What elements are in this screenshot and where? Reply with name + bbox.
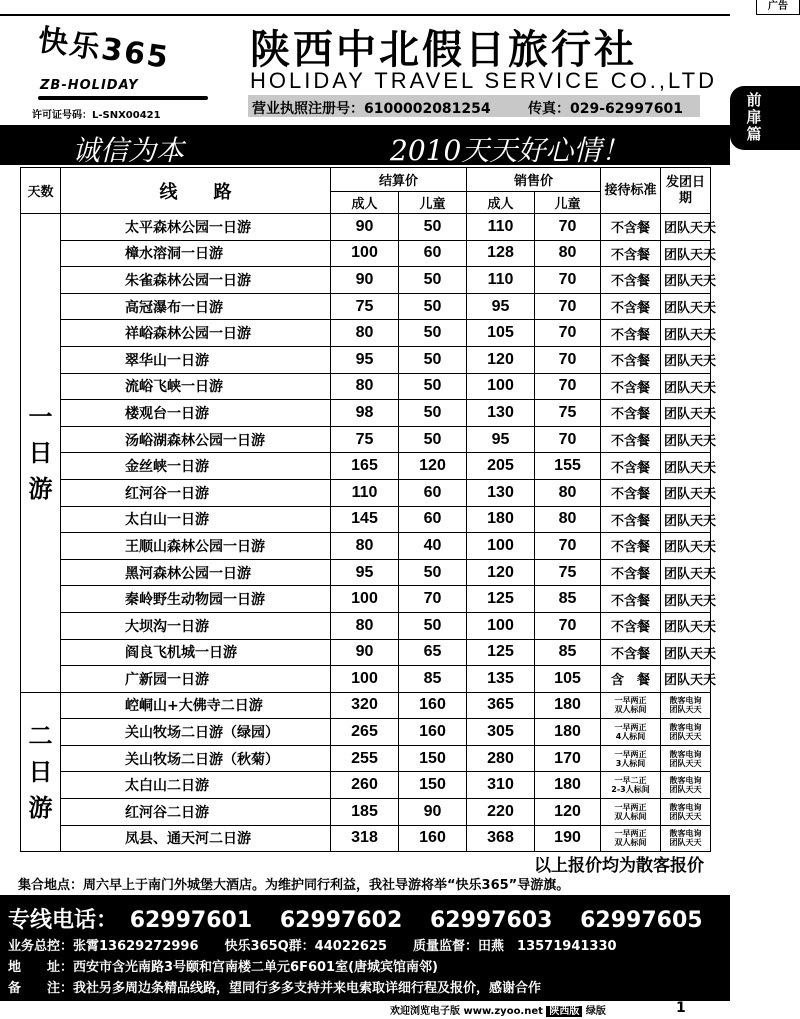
cell-line: 团队天天 bbox=[669, 785, 702, 795]
table-row bbox=[21, 293, 711, 320]
cell-line: 2-3人标间 bbox=[611, 785, 650, 795]
settle-child: 85 bbox=[399, 666, 467, 693]
route-name: 太白山一日游 bbox=[61, 506, 331, 533]
sale-child: 70 bbox=[535, 320, 601, 347]
settle-adult: 90 bbox=[331, 267, 399, 294]
settle-child: 150 bbox=[399, 772, 467, 799]
settle-child: 50 bbox=[399, 426, 467, 453]
table-row bbox=[21, 506, 711, 533]
sale-child: 70 bbox=[535, 426, 601, 453]
settle-adult: 145 bbox=[331, 506, 399, 533]
settle-adult: 80 bbox=[331, 533, 399, 560]
sale-adult: 280 bbox=[467, 745, 535, 772]
depart-date: 团队天天 bbox=[661, 240, 711, 267]
reception-standard: 不含餐 bbox=[601, 426, 661, 453]
settle-child: 50 bbox=[399, 373, 467, 400]
settle-child: 60 bbox=[399, 506, 467, 533]
reception-standard: 不含餐 bbox=[601, 479, 661, 506]
sale-adult: 130 bbox=[467, 479, 535, 506]
sale-adult: 368 bbox=[467, 825, 535, 852]
sale-adult: 100 bbox=[467, 373, 535, 400]
hotline-number: 62997602 bbox=[279, 908, 403, 933]
settle-adult: 165 bbox=[331, 453, 399, 480]
slogan-banner bbox=[0, 125, 730, 165]
footer-address: 地 址：西安市含光南路3号颐和宫南楼二单元6F601室(唐城宾馆南邻) bbox=[8, 960, 438, 975]
price-note: 以上报价均为散客报价 bbox=[534, 856, 704, 876]
table-row bbox=[21, 772, 711, 799]
table-row bbox=[21, 639, 711, 666]
sale-child: 155 bbox=[535, 453, 601, 480]
header-sale-adult: 成人 bbox=[467, 192, 535, 214]
header-route: 线 路 bbox=[61, 168, 331, 214]
hotline-label: 专线电话： bbox=[8, 908, 119, 933]
depart-date bbox=[661, 799, 711, 826]
price-table-wrapper bbox=[20, 167, 717, 852]
route-name: 祥峪森林公园一日游 bbox=[61, 320, 331, 347]
registration-number: 营业执照注册号：6100002081254 bbox=[252, 101, 491, 117]
reception-standard: 不含餐 bbox=[601, 533, 661, 560]
settle-adult: 318 bbox=[331, 825, 399, 852]
table-row bbox=[21, 400, 711, 427]
header-days: 天数 bbox=[21, 168, 61, 214]
reception-standard: 不含餐 bbox=[601, 612, 661, 639]
depart-date: 团队天天 bbox=[661, 533, 711, 560]
settle-child: 50 bbox=[399, 267, 467, 294]
route-name: 红河谷一日游 bbox=[61, 479, 331, 506]
reception-standard bbox=[601, 719, 661, 746]
table-row bbox=[21, 373, 711, 400]
route-name: 阎良飞机城一日游 bbox=[61, 639, 331, 666]
registration-bar bbox=[248, 95, 700, 117]
settle-adult: 90 bbox=[331, 639, 399, 666]
depart-date: 团队天天 bbox=[661, 214, 711, 241]
depart-date bbox=[661, 745, 711, 772]
settle-child: 50 bbox=[399, 612, 467, 639]
reception-standard bbox=[601, 825, 661, 852]
route-name: 太平森林公园一日游 bbox=[61, 214, 331, 241]
sale-child: 70 bbox=[535, 267, 601, 294]
sale-adult: 310 bbox=[467, 772, 535, 799]
settle-adult: 100 bbox=[331, 586, 399, 613]
table-row bbox=[21, 320, 711, 347]
settle-child: 120 bbox=[399, 453, 467, 480]
route-name: 大坝沟一日游 bbox=[61, 612, 331, 639]
top-rule bbox=[0, 14, 730, 16]
settle-child: 160 bbox=[399, 692, 467, 719]
cell-line: 散客电询 bbox=[669, 802, 702, 812]
price-table-body bbox=[21, 214, 717, 852]
depart-date: 团队天天 bbox=[661, 559, 711, 586]
sale-child: 80 bbox=[535, 479, 601, 506]
depart-date: 团队天天 bbox=[661, 612, 711, 639]
table-row bbox=[21, 533, 711, 560]
route-name: 樟水溶洞一日游 bbox=[61, 240, 331, 267]
cell-line: 一早两正 bbox=[614, 696, 647, 706]
sale-adult: 220 bbox=[467, 799, 535, 826]
table-row bbox=[21, 745, 711, 772]
cell-line: 3人标间 bbox=[615, 758, 646, 768]
sale-adult: 120 bbox=[467, 559, 535, 586]
settle-adult: 255 bbox=[331, 745, 399, 772]
settle-adult: 260 bbox=[331, 772, 399, 799]
route-name: 秦岭野生动物园一日游 bbox=[61, 586, 331, 613]
hotline-number: 62997601 bbox=[129, 908, 253, 933]
cell-line: 一早两正 bbox=[614, 749, 647, 759]
ad-tag: 广告 bbox=[756, 0, 800, 15]
settle-adult: 80 bbox=[331, 373, 399, 400]
fax-number: 传真：029-62997601 bbox=[528, 101, 683, 117]
sale-child: 180 bbox=[535, 692, 601, 719]
route-name: 关山牧场二日游（秋菊） bbox=[61, 745, 331, 772]
route-name: 太白山二日游 bbox=[61, 772, 331, 799]
reception-standard bbox=[601, 692, 661, 719]
sale-child: 80 bbox=[535, 506, 601, 533]
depart-date: 团队天天 bbox=[661, 373, 711, 400]
logo-swoosh-icon bbox=[38, 96, 208, 100]
bottom-edition: 绿版 bbox=[585, 1006, 606, 1017]
reception-standard: 不含餐 bbox=[601, 453, 661, 480]
sale-adult: 110 bbox=[467, 214, 535, 241]
page-number: 1 bbox=[676, 1000, 686, 1016]
depart-date: 团队天天 bbox=[661, 639, 711, 666]
sale-adult: 130 bbox=[467, 400, 535, 427]
sale-adult: 365 bbox=[467, 692, 535, 719]
settle-child: 50 bbox=[399, 559, 467, 586]
depart-date: 团队天天 bbox=[661, 293, 711, 320]
settle-child: 50 bbox=[399, 214, 467, 241]
sale-child: 70 bbox=[535, 293, 601, 320]
settle-child: 65 bbox=[399, 639, 467, 666]
cell-line: 一早两正 bbox=[614, 723, 647, 733]
period-char: 游 bbox=[28, 793, 53, 822]
company-name-en: HOLIDAY TRAVEL SERVICE CO.,LTD bbox=[250, 68, 717, 93]
settle-adult: 100 bbox=[331, 666, 399, 693]
settle-child: 50 bbox=[399, 346, 467, 373]
settle-adult: 98 bbox=[331, 400, 399, 427]
reception-standard: 不含餐 bbox=[601, 240, 661, 267]
route-name: 黑河森林公园一日游 bbox=[61, 559, 331, 586]
sale-adult: 95 bbox=[467, 426, 535, 453]
depart-date: 团队天天 bbox=[661, 586, 711, 613]
cell-line: 双人标间 bbox=[614, 811, 647, 821]
route-name: 红河谷二日游 bbox=[61, 799, 331, 826]
table-row bbox=[21, 267, 711, 294]
cell-line: 团队天天 bbox=[669, 732, 702, 742]
cell-line: 一早二正 bbox=[614, 776, 647, 786]
settle-adult: 75 bbox=[331, 426, 399, 453]
reception-standard bbox=[601, 772, 661, 799]
bottom-credit bbox=[390, 1002, 606, 1017]
table-row bbox=[21, 799, 711, 826]
company-name-cn: 陕西中北假日旅行社 bbox=[250, 27, 637, 73]
reception-standard: 不含餐 bbox=[601, 559, 661, 586]
sale-child: 190 bbox=[535, 825, 601, 852]
sale-adult: 100 bbox=[467, 533, 535, 560]
route-name: 翠华山一日游 bbox=[61, 346, 331, 373]
reception-standard bbox=[601, 799, 661, 826]
settle-adult: 80 bbox=[331, 612, 399, 639]
settle-child: 160 bbox=[399, 825, 467, 852]
route-name: 关山牧场二日游（绿园） bbox=[61, 719, 331, 746]
cell-line: 双人标间 bbox=[614, 705, 647, 715]
depart-date bbox=[661, 719, 711, 746]
reception-standard: 不含餐 bbox=[601, 639, 661, 666]
reception-standard: 不含餐 bbox=[601, 586, 661, 613]
period-char: 游 bbox=[28, 474, 53, 503]
route-name: 王顺山森林公园一日游 bbox=[61, 533, 331, 560]
sale-adult: 135 bbox=[467, 666, 535, 693]
cell-line: 团队天天 bbox=[669, 758, 702, 768]
route-name: 汤峪湖森林公园一日游 bbox=[61, 426, 331, 453]
settle-adult: 185 bbox=[331, 799, 399, 826]
cell-line: 一早两正 bbox=[614, 829, 647, 839]
sale-child: 85 bbox=[535, 586, 601, 613]
header-depart: 发团日期 bbox=[661, 168, 711, 214]
route-name: 凤县、通天河二日游 bbox=[61, 825, 331, 852]
sale-adult: 205 bbox=[467, 453, 535, 480]
settle-child: 160 bbox=[399, 719, 467, 746]
header-settle: 结算价 bbox=[331, 168, 467, 192]
contact-footer bbox=[0, 895, 730, 1001]
settle-child: 50 bbox=[399, 293, 467, 320]
price-table bbox=[20, 167, 717, 852]
footer-remark: 备 注：我社另多周边条精品线路，望同行多多支持并来电索取详细行程及报价，感谢合作 bbox=[8, 981, 542, 996]
logo-text: 快乐365 bbox=[35, 22, 172, 77]
section-side-tab bbox=[730, 86, 800, 150]
sale-adult: 110 bbox=[467, 267, 535, 294]
depart-date bbox=[661, 692, 711, 719]
route-name: 崆峒山+大佛寺二日游 bbox=[61, 692, 331, 719]
slogan-right: 2010天天好心情！ bbox=[390, 134, 630, 167]
sale-child: 70 bbox=[535, 214, 601, 241]
settle-child: 60 bbox=[399, 479, 467, 506]
settle-child: 50 bbox=[399, 400, 467, 427]
sale-adult: 105 bbox=[467, 320, 535, 347]
license-number: 许可证号码：L-SNX00421 bbox=[32, 110, 161, 121]
cell-line: 散客电询 bbox=[669, 829, 702, 839]
header-settle-child: 儿童 bbox=[399, 192, 467, 214]
side-tab-label: 前扉篇 bbox=[746, 91, 762, 143]
reception-standard: 不含餐 bbox=[601, 320, 661, 347]
table-row bbox=[21, 240, 711, 267]
slogan-left: 诚信为本 bbox=[72, 134, 185, 167]
settle-adult: 80 bbox=[331, 320, 399, 347]
reception-standard: 不含餐 bbox=[601, 373, 661, 400]
cell-line: 团队天天 bbox=[669, 811, 702, 821]
logo-subtext: ZB-HOLIDAY bbox=[40, 78, 139, 93]
reception-standard: 不含餐 bbox=[601, 293, 661, 320]
settle-adult: 100 bbox=[331, 240, 399, 267]
cell-line: 散客电询 bbox=[669, 696, 702, 706]
period-char: 日 bbox=[28, 757, 53, 786]
table-row bbox=[21, 692, 711, 719]
sale-child: 180 bbox=[535, 772, 601, 799]
sale-child: 70 bbox=[535, 533, 601, 560]
footer-manager: 业务总控：张霄13629272996 快乐365Q群：44022625 质量监督：田燕 13571941330 bbox=[8, 939, 617, 954]
period-char: 日 bbox=[28, 438, 53, 467]
depart-date bbox=[661, 772, 711, 799]
sale-child: 170 bbox=[535, 745, 601, 772]
cell-line: 散客电询 bbox=[669, 749, 702, 759]
sale-adult: 305 bbox=[467, 719, 535, 746]
table-row bbox=[21, 719, 711, 746]
sale-adult: 95 bbox=[467, 293, 535, 320]
settle-adult: 95 bbox=[331, 346, 399, 373]
sale-child: 75 bbox=[535, 559, 601, 586]
sale-child: 70 bbox=[535, 612, 601, 639]
sale-adult: 125 bbox=[467, 639, 535, 666]
hotline-number: 62997603 bbox=[429, 908, 553, 933]
header-sale-child: 儿童 bbox=[535, 192, 601, 214]
header-sale: 销售价 bbox=[467, 168, 601, 192]
route-name: 流峪飞峡一日游 bbox=[61, 373, 331, 400]
period-char: 二 bbox=[28, 721, 53, 750]
table-row bbox=[21, 666, 711, 693]
cell-line: 双人标间 bbox=[614, 838, 647, 848]
reception-standard: 不含餐 bbox=[601, 214, 661, 241]
sale-child: 70 bbox=[535, 373, 601, 400]
period-label bbox=[21, 214, 61, 693]
sale-child: 80 bbox=[535, 240, 601, 267]
sale-adult: 125 bbox=[467, 586, 535, 613]
depart-date bbox=[661, 825, 711, 852]
header-reception: 接待标准 bbox=[601, 168, 661, 214]
sale-adult: 120 bbox=[467, 346, 535, 373]
cell-line: 散客电询 bbox=[669, 723, 702, 733]
cell-line: 一早两正 bbox=[614, 802, 647, 812]
meeting-note: 集合地点：周六早上于南门外城堡大酒店。为维护同行利益，我社导游将举“快乐365”导游旗。 bbox=[18, 878, 570, 893]
cell-line: 团队天天 bbox=[669, 705, 702, 715]
depart-date: 团队天天 bbox=[661, 400, 711, 427]
period-char: 一 bbox=[28, 402, 53, 431]
sale-child: 120 bbox=[535, 799, 601, 826]
sale-adult: 128 bbox=[467, 240, 535, 267]
depart-date: 团队天天 bbox=[661, 267, 711, 294]
depart-date: 团队天天 bbox=[661, 320, 711, 347]
settle-child: 150 bbox=[399, 745, 467, 772]
settle-child: 90 bbox=[399, 799, 467, 826]
bottom-edition-tag: 陕西版 bbox=[546, 1006, 582, 1017]
table-row bbox=[21, 825, 711, 852]
hotline-number: 62997605 bbox=[580, 908, 703, 933]
cell-line: 团队天天 bbox=[669, 838, 702, 848]
cell-line: 散客电询 bbox=[669, 776, 702, 786]
table-row bbox=[21, 346, 711, 373]
sale-child: 85 bbox=[535, 639, 601, 666]
reception-standard: 含 餐 bbox=[601, 666, 661, 693]
table-row bbox=[21, 586, 711, 613]
sale-child: 180 bbox=[535, 719, 601, 746]
settle-adult: 320 bbox=[331, 692, 399, 719]
settle-adult: 265 bbox=[331, 719, 399, 746]
reception-standard: 不含餐 bbox=[601, 346, 661, 373]
sale-child: 75 bbox=[535, 400, 601, 427]
settle-adult: 110 bbox=[331, 479, 399, 506]
reception-standard: 不含餐 bbox=[601, 506, 661, 533]
settle-adult: 95 bbox=[331, 559, 399, 586]
depart-date: 团队天天 bbox=[661, 453, 711, 480]
settle-child: 60 bbox=[399, 240, 467, 267]
hotline-row bbox=[8, 903, 723, 934]
sale-adult: 100 bbox=[467, 612, 535, 639]
settle-child: 40 bbox=[399, 533, 467, 560]
settle-child: 70 bbox=[399, 586, 467, 613]
depart-date: 团队天天 bbox=[661, 506, 711, 533]
depart-date: 团队天天 bbox=[661, 426, 711, 453]
route-name: 楼观台一日游 bbox=[61, 400, 331, 427]
sale-child: 70 bbox=[535, 346, 601, 373]
cell-line: 4人标间 bbox=[615, 732, 646, 742]
header-settle-adult: 成人 bbox=[331, 192, 399, 214]
depart-date: 团队天天 bbox=[661, 346, 711, 373]
depart-date: 团队天天 bbox=[661, 479, 711, 506]
bottom-site: 欢迎浏览电子版 www.zyoo.net bbox=[390, 1006, 543, 1017]
route-name: 高冠瀑布一日游 bbox=[61, 293, 331, 320]
route-name: 广新园一日游 bbox=[61, 666, 331, 693]
route-name: 金丝峡一日游 bbox=[61, 453, 331, 480]
settle-child: 50 bbox=[399, 320, 467, 347]
depart-date: 团队天天 bbox=[661, 666, 711, 693]
reception-standard bbox=[601, 745, 661, 772]
reception-standard: 不含餐 bbox=[601, 400, 661, 427]
table-row bbox=[21, 453, 711, 480]
period-label bbox=[21, 692, 61, 852]
sale-adult: 180 bbox=[467, 506, 535, 533]
table-row bbox=[21, 426, 711, 453]
sale-child: 105 bbox=[535, 666, 601, 693]
table-row bbox=[21, 214, 711, 241]
settle-adult: 90 bbox=[331, 214, 399, 241]
table-row bbox=[21, 612, 711, 639]
table-row bbox=[21, 479, 711, 506]
reception-standard: 不含餐 bbox=[601, 267, 661, 294]
table-row bbox=[21, 559, 711, 586]
settle-adult: 75 bbox=[331, 293, 399, 320]
route-name: 朱雀森林公园一日游 bbox=[61, 267, 331, 294]
